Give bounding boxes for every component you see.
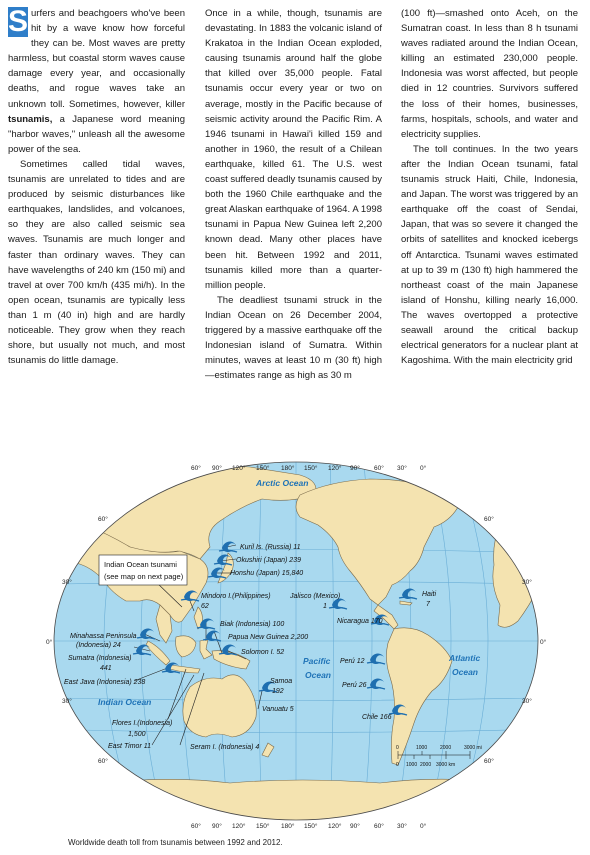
label-sumatra-value: 441: [100, 665, 112, 672]
label-seram: Seram I. (Indonesia) 4: [190, 744, 260, 751]
callout-line-1: Indian Ocean tsunami: [104, 560, 177, 569]
paragraph: [205, 293, 382, 384]
text-run: The deadliest tsunami struck in the Indian Ocean on 26 December 2004, triggered by a massive earthquake off the Indonesian island of Sumatra. Within minutes, waves at least 10 m (30 ft) high—estimates range as high as 30 m: [205, 294, 382, 382]
lon-label: 150°: [256, 823, 270, 830]
lon-label: 180°: [281, 823, 295, 830]
label-chile: Chile 166: [362, 714, 392, 721]
map-caption: Worldwide death toll from tsunamis between 1992 and 2012.: [68, 838, 283, 847]
label-honshu: Honshu (Japan) 15,840: [230, 570, 304, 577]
pacific-ocean-label: Pacific: [303, 656, 331, 666]
longitude-labels-bottom: [191, 822, 427, 830]
text-run: Once in a while, though, tsunamis are devastating. In 1883 the volcanic island of Krakatoa in the Indian Ocean exploded, causing tsunamis around half the globe that killed over 35,000 people. Fatal tsunamis occur every year or two on average, mostly in the Pacific because of seismic activity around the Pacific Rim. A 1946 tsunami in Hawai'i killed 159 and another in 1960, the result of a Chilean earthquake, killed 61. The U.S. west coast suffered deadly tsunamis caused by both the 1960 Chile earthquake and the great Alaskan earthquake of 1964. A 1998 tsunami in Papua New Guinea left 2,200 known dead. Many other places have been hit. Between 1992 and 2011, tsunamis killed more than a quarter-million people.: [205, 8, 382, 291]
lat-label: 0°: [540, 639, 547, 646]
lon-label: 30°: [397, 823, 407, 830]
lat-label: 30°: [62, 579, 72, 586]
label-peru-26: Perú 26: [342, 682, 367, 689]
lon-label: 120°: [328, 465, 342, 472]
text-run: urfers and beachgoers who've been hit by a wave know how forceful they can be. Most waves are pretty harmless, but coastal storm waves cause damage every year, and occasionally deaths, and rogue waves take an unknown toll. Sometimes, however, killer: [8, 8, 185, 110]
drop-cap: S: [8, 5, 29, 38]
lon-label: 120°: [232, 465, 246, 472]
label-haiti: Haiti: [422, 591, 437, 598]
label-east-timor: East Timor 11: [108, 743, 151, 750]
label-minahassa: Minahassa Peninsula: [70, 633, 137, 640]
indian-ocean-label: Indian Ocean: [98, 697, 152, 707]
article-column-1: [8, 6, 185, 368]
callout-line-2: (see map on next page): [104, 572, 184, 581]
label-minahassa-value: (Indonesia) 24: [76, 642, 121, 649]
scale-km-0: 0: [396, 762, 399, 768]
paragraph: [401, 6, 578, 142]
tsunami-world-map: [0, 455, 590, 837]
paragraph: [401, 142, 578, 368]
lon-label: 120°: [232, 823, 246, 830]
lon-label: 60°: [191, 465, 201, 472]
lat-label: 60°: [484, 758, 494, 765]
label-samoa: Samoa: [270, 678, 293, 685]
lat-label: 60°: [98, 758, 108, 765]
label-vanuatu: Vanuatu 5: [262, 706, 294, 713]
atlantic-ocean-label: Atlantic: [449, 653, 481, 663]
scale-km-1: 1000: [406, 762, 418, 768]
label-jalisco-value: 1: [323, 603, 327, 610]
scale-mi-2: 2000: [440, 745, 452, 751]
paragraph: [205, 6, 382, 293]
lon-label: 60°: [374, 823, 384, 830]
label-nicaragua: Nicaragua 170: [337, 618, 383, 625]
label-okushiri: Okushiri (Japan) 239: [236, 557, 301, 564]
lon-label: 150°: [304, 823, 318, 830]
article-column-2: [205, 6, 382, 383]
label-biak: Biak (Indonesia) 100: [220, 621, 285, 628]
lon-label: 0°: [420, 465, 427, 472]
label-mindoro-value: 62: [201, 603, 209, 610]
scale-mi-0: 0: [396, 745, 399, 751]
lat-label: 60°: [484, 516, 494, 523]
paragraph: [8, 157, 185, 368]
lon-label: 60°: [374, 465, 384, 472]
article-column-3: [401, 6, 578, 368]
lon-label: 30°: [397, 465, 407, 472]
label-png: Papua New Guinea 2,200: [228, 634, 309, 641]
text-run: (100 ft)—smashed onto Aceh, on the Sumatran coast. In less than 8 h tsunami waves radiated around the Indian Ocean, killing an estimated 230,000 people. Indonesia was worst affected, but people died in 12 countries. Survivors suffered the loss of their homes, businesses, farms, hospitals, schools, and water and electricity supplies.: [401, 8, 578, 140]
label-jalisco: Jalisco (Mexico): [290, 593, 341, 600]
lon-label: 60°: [191, 823, 201, 830]
lon-label: 90°: [350, 465, 360, 472]
lon-label: 90°: [212, 465, 222, 472]
text-run: The toll continues. In the two years after the Indian Ocean tsunami, fatal tsunamis struck Haiti, Chile, Indonesia, and Japan. The worst was triggered by an earthquake off the coast of Sendai, Japan, that was so severe it changed the orbits of satellites and knocked icebergs off Antarctica. Tsunami waves estimated at up to 39 m (130 ft) high hammered the northeast coast of the main Japanese island of Honshu, killing nearly 16,000. The waves overtopped a protective seawall around the critical backup electrical generators for a nuclear plant at Kagoshima. With the main electricity grid: [401, 143, 578, 367]
label-flores-value: 1,500: [128, 731, 146, 738]
label-kuril: Kuril Is. (Russia) 11: [240, 544, 301, 551]
paragraph: [8, 6, 185, 157]
label-east-java: East Java (Indonesia) 238: [64, 679, 146, 686]
lat-label: 30°: [522, 698, 532, 705]
lat-label: 0°: [46, 639, 53, 646]
label-samoa-value: 192: [272, 688, 284, 695]
atlantic-ocean-label-2: Ocean: [452, 667, 478, 677]
lon-label: 0°: [420, 823, 427, 830]
scale-mi-3: 3000 mi: [464, 745, 482, 751]
scale-km-2: 2000: [420, 762, 432, 768]
label-peru-12: Perú 12: [340, 658, 365, 665]
label-haiti-value: 7: [426, 601, 430, 608]
arctic-ocean-label: Arctic Ocean: [256, 478, 309, 488]
pacific-ocean-label-2: Ocean: [305, 670, 331, 680]
lat-label: 30°: [62, 698, 72, 705]
label-flores: Flores I.(Indonesia): [112, 720, 173, 727]
scale-mi-1: 1000: [416, 745, 428, 751]
lat-label: 30°: [522, 579, 532, 586]
text-run: Sometimes called tidal waves, tsunamis are unrelated to tides and are produced by seismic disturbances like earthquakes, landslides, and volcanoes, so they are also called seismic sea waves. Tsunamis are much longer and faster than ordinary waves. They can have wavelengths of 240 km (150 mi) and travel at over 700 km/h (435 mi/h). In the open ocean, tsunamis are typically less than 1 m (40 in) high and are hardly noticeable. They grow when they reach shore, but usually not much, and most tsunamis do little damage.: [8, 158, 185, 367]
indian-ocean-callout: [99, 555, 187, 585]
label-sumatra: Sumatra (Indonesia): [68, 655, 132, 662]
text-run: a Japanese word meaning "harbor waves," unleash all the awesome power of the sea.: [8, 113, 185, 155]
lon-label: 90°: [350, 823, 360, 830]
label-solomon: Solomon I. 52: [241, 649, 285, 656]
bold-term: tsunamis,: [8, 113, 53, 125]
lon-label: 90°: [212, 823, 222, 830]
label-mindoro: Mindoro I.(Philippines): [201, 593, 271, 600]
lat-label: 60°: [98, 516, 108, 523]
lon-label: 150°: [256, 465, 270, 472]
lon-label: 150°: [304, 465, 318, 472]
scale-km-3: 3000 km: [436, 762, 456, 768]
lon-label: 180°: [281, 465, 295, 472]
lon-label: 120°: [328, 823, 342, 830]
